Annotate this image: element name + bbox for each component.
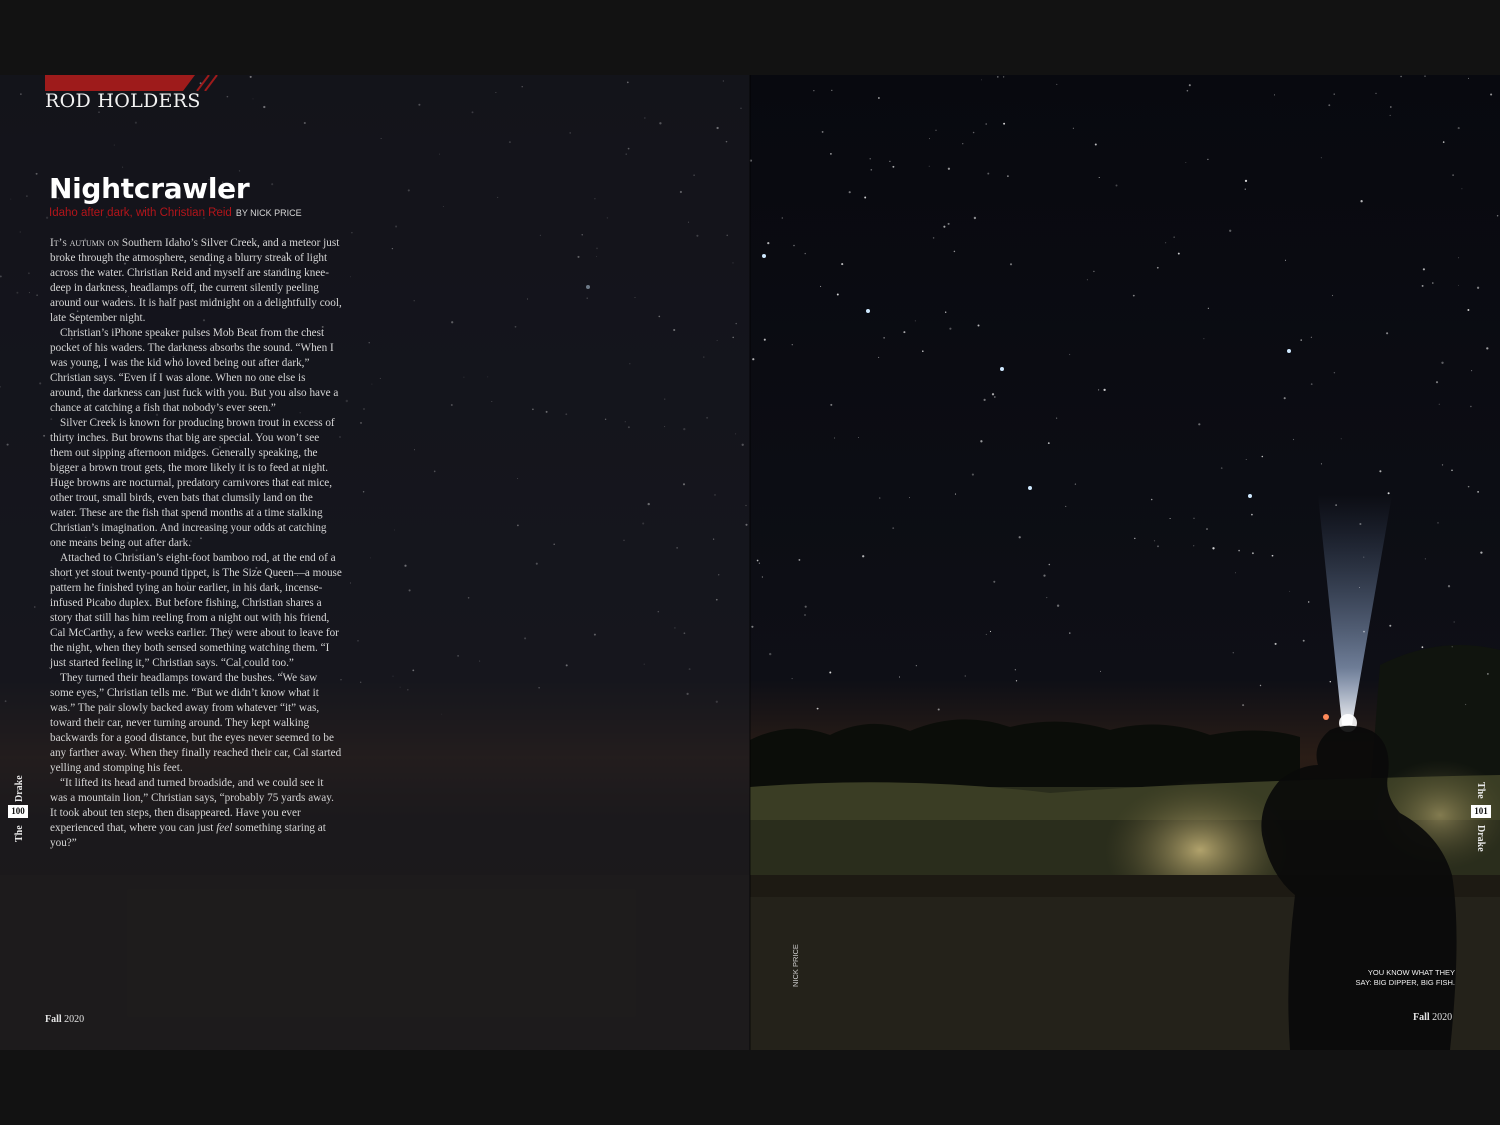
star — [1170, 518, 1171, 519]
star — [1238, 550, 1240, 552]
star — [929, 138, 930, 139]
byline: BY NICK PRICE — [235, 208, 302, 218]
star — [1363, 631, 1365, 633]
star — [1073, 128, 1074, 129]
star — [974, 217, 976, 219]
star — [1098, 389, 1099, 390]
star — [1284, 397, 1286, 399]
caption-line: YOU KNOW WHAT THEY — [1367, 968, 1455, 977]
page-number-right: 101 — [1471, 805, 1491, 818]
star — [1471, 370, 1472, 371]
star — [1193, 545, 1194, 546]
article-subtitle: Idaho after dark, with Christian Reid — [49, 207, 232, 219]
star — [817, 708, 819, 710]
star — [1194, 518, 1195, 519]
star — [1043, 575, 1045, 577]
star — [883, 337, 884, 338]
star — [1015, 669, 1016, 670]
star — [751, 626, 753, 628]
bright-star — [1248, 494, 1252, 498]
star — [793, 245, 795, 247]
star — [1189, 84, 1191, 86]
star — [1003, 76, 1004, 77]
star — [1057, 605, 1059, 607]
star — [1221, 467, 1223, 469]
star — [1461, 188, 1462, 189]
star — [769, 653, 771, 655]
star — [1487, 673, 1489, 675]
star — [935, 130, 936, 131]
star — [862, 555, 864, 557]
star — [1480, 551, 1482, 553]
star — [792, 678, 793, 679]
photo-credit: NICK PRICE — [791, 944, 800, 987]
star — [871, 169, 873, 171]
star — [990, 631, 991, 632]
star — [1157, 267, 1159, 269]
star — [822, 131, 824, 133]
magazine-spread — [0, 75, 1500, 1050]
paragraph — [50, 236, 342, 326]
star — [973, 132, 975, 134]
star — [1274, 94, 1275, 95]
star — [1477, 287, 1479, 289]
star — [864, 197, 866, 199]
star — [1379, 470, 1381, 472]
paragraph-text: Southern Idaho’s Silver Creek, and a meteor just broke through the atmosphere, sending a blurry streak of light across the water. Christian Reid and myself are standing knee-deep in darkness, headlamps off, the current silently peeling around our waders. It is half past midnight on a delightfully cool, late September night. — [50, 237, 342, 324]
star — [1468, 78, 1469, 79]
star — [987, 173, 989, 175]
article-body — [50, 236, 342, 851]
issue-year: 2020 — [64, 1014, 85, 1025]
star — [1422, 285, 1424, 287]
bright-star — [866, 309, 870, 313]
star — [948, 223, 950, 225]
star — [1134, 538, 1135, 539]
star — [1360, 200, 1362, 202]
star — [1289, 591, 1290, 592]
star — [1448, 585, 1450, 587]
star — [1359, 587, 1360, 588]
star — [1441, 362, 1443, 364]
star — [1424, 76, 1425, 77]
star — [1157, 545, 1159, 547]
paragraph-text: “It lifted its head and turned broadside, and we could see it was a mountain lion,” Christian says, “probably 75 yards away. It took about ten steps, then disappeared. Have you ever experienced that, where you can just — [50, 777, 334, 834]
star — [1477, 491, 1479, 493]
star — [899, 677, 900, 678]
paragraph: Silver Creek is known for producing brown trout in excess of thirty inches. But browns that big are special. You won’t see them out sipping afternoon midges. Generally speaking, the bigger a brown trout gets, the more likely it is to feed at night. Huge browns are nocturnal, predatory carnivores that eat mice, other trout, small birds, even bats that clumsily land on the water. These are the fish that spend months at a time stalking Christian’s imagination. And increasing your odds at catching one means being out after dark. — [50, 417, 335, 549]
folio-mag-the-right: The — [1475, 782, 1486, 799]
star — [1187, 90, 1189, 92]
star — [1452, 174, 1454, 176]
star — [1133, 295, 1135, 297]
star — [878, 97, 880, 99]
star — [1388, 492, 1390, 494]
star — [1056, 84, 1057, 85]
star — [978, 325, 980, 327]
star — [1335, 504, 1336, 505]
star — [994, 396, 996, 398]
star — [984, 399, 986, 401]
star — [870, 158, 871, 159]
star — [1300, 339, 1301, 340]
paragraph — [50, 776, 342, 851]
star — [1458, 257, 1459, 258]
caption-line: SAY: BIG DIPPER, BIG FISH. — [1355, 978, 1455, 987]
star — [1016, 680, 1017, 681]
star — [1275, 643, 1277, 645]
star — [1242, 704, 1244, 706]
star — [1423, 268, 1425, 270]
paragraph-text: something staring at you?” — [50, 822, 326, 849]
star — [981, 79, 982, 80]
star — [858, 437, 859, 438]
folio-mag-name-right: Drake — [1475, 825, 1486, 852]
star — [965, 676, 966, 677]
star — [909, 497, 910, 498]
issue-year: 2020 — [1432, 1012, 1453, 1023]
star — [1046, 597, 1047, 598]
star — [767, 242, 769, 244]
photo-caption — [1330, 968, 1455, 988]
star — [1328, 104, 1330, 106]
star — [1151, 499, 1153, 501]
star — [1439, 404, 1440, 405]
star — [820, 286, 821, 287]
star — [1229, 230, 1231, 232]
star — [915, 320, 916, 321]
star — [1178, 253, 1180, 255]
star — [841, 263, 843, 265]
star — [805, 606, 807, 608]
star — [1272, 555, 1274, 557]
star — [1093, 271, 1094, 272]
bright-star — [762, 254, 766, 258]
star — [782, 218, 783, 219]
star — [1422, 646, 1424, 648]
star — [954, 251, 956, 253]
star — [798, 559, 800, 561]
star — [1099, 177, 1100, 178]
star — [1246, 459, 1247, 460]
star — [1198, 423, 1200, 425]
star — [1389, 625, 1391, 627]
issue-season: Fall — [45, 1014, 62, 1025]
star — [1048, 442, 1050, 444]
paragraph-lead-in: It’s autumn on — [50, 237, 120, 249]
star — [1154, 540, 1155, 541]
star — [1233, 652, 1234, 653]
star — [1334, 93, 1335, 94]
star — [1116, 185, 1118, 187]
star — [1334, 372, 1335, 373]
star — [837, 294, 839, 296]
star — [830, 153, 832, 155]
star — [1341, 438, 1342, 439]
star — [1303, 640, 1305, 642]
star — [762, 577, 763, 578]
star — [1165, 242, 1166, 243]
star — [879, 497, 881, 499]
star — [993, 581, 995, 583]
star — [1251, 514, 1253, 516]
star — [949, 328, 951, 330]
star — [1010, 263, 1012, 265]
star — [1185, 162, 1186, 163]
star — [1490, 93, 1492, 95]
star — [980, 440, 982, 442]
star — [962, 143, 963, 144]
star — [1386, 332, 1388, 334]
star — [752, 358, 754, 360]
star — [1467, 309, 1469, 311]
bright-star — [1028, 486, 1032, 490]
folio-mag-the-left: The — [14, 825, 25, 842]
star — [1203, 338, 1204, 339]
star — [1332, 295, 1333, 296]
star — [903, 331, 905, 333]
paragraph-emphasis: feel — [216, 822, 233, 834]
folio-mag-name-left: Drake — [14, 775, 25, 802]
star — [1470, 406, 1471, 407]
star — [759, 563, 760, 564]
issue-season: Fall — [1413, 1012, 1430, 1023]
paragraph: Christian’s iPhone speaker pulses Mob Beat from the chest pocket of his waders. The darkness absorbs the sound. “When I was young, I was the kid who loved being out after dark,” Christian says. “Even if I was alone. When no one else is around, the darkness can just fuck with you. But you also have a chance at catching a fish that nobody’s ever seen.” — [50, 327, 339, 414]
star — [997, 76, 999, 78]
star — [1390, 115, 1391, 116]
star — [1497, 215, 1498, 216]
star — [933, 237, 935, 239]
page-gutter — [749, 75, 751, 1050]
star — [889, 161, 890, 162]
article-title: Nightcrawler — [49, 172, 250, 205]
star — [831, 90, 832, 91]
star — [929, 166, 930, 167]
star — [1468, 486, 1470, 488]
star — [916, 665, 917, 666]
star — [829, 672, 831, 674]
star — [805, 253, 806, 254]
star — [1437, 522, 1438, 523]
star — [1103, 389, 1105, 391]
star — [955, 494, 956, 495]
star — [1452, 646, 1453, 647]
star — [1308, 601, 1309, 602]
star — [1486, 347, 1488, 349]
star — [757, 560, 759, 562]
star — [1174, 237, 1175, 238]
star — [1003, 123, 1005, 125]
star — [985, 123, 987, 125]
star — [1049, 564, 1051, 566]
star — [1390, 106, 1392, 108]
article-dek — [49, 207, 302, 219]
section-label: ROD HOLDERS — [45, 90, 201, 112]
star — [1363, 557, 1364, 558]
star — [1207, 159, 1208, 160]
star — [1087, 279, 1088, 280]
star — [972, 474, 974, 476]
star — [1311, 383, 1313, 385]
star — [992, 393, 994, 395]
star — [986, 634, 987, 635]
star — [830, 404, 832, 406]
star — [1065, 506, 1066, 507]
star — [943, 226, 945, 228]
star — [892, 166, 894, 168]
star — [1235, 572, 1236, 573]
star — [1069, 354, 1070, 355]
star — [1458, 127, 1460, 129]
star — [1208, 308, 1209, 309]
star — [1260, 685, 1261, 686]
star — [1007, 175, 1009, 177]
star — [938, 708, 940, 710]
bright-star — [1000, 367, 1004, 371]
star — [834, 438, 835, 439]
star — [764, 339, 766, 341]
star — [1425, 558, 1426, 559]
section-accent-bar — [45, 75, 221, 91]
star — [945, 312, 946, 313]
star — [1458, 285, 1459, 286]
page-number-left: 100 — [8, 805, 28, 818]
star — [1400, 76, 1401, 77]
star — [1442, 464, 1443, 465]
star — [1465, 704, 1466, 705]
star — [922, 350, 924, 352]
star — [1359, 523, 1361, 525]
star — [1212, 547, 1214, 549]
star — [1262, 456, 1264, 458]
star — [1095, 143, 1097, 145]
star — [1451, 470, 1453, 472]
star — [1321, 157, 1322, 158]
star — [1454, 622, 1455, 623]
star — [948, 168, 950, 170]
star — [1293, 439, 1294, 440]
star — [792, 344, 793, 345]
bright-star — [1287, 349, 1291, 353]
star — [1075, 483, 1076, 484]
star — [1432, 282, 1434, 284]
star — [1311, 337, 1312, 338]
paragraph: They turned their headlamps toward the bushes. “We saw some eyes,” Christian tells me. “But we didn’t know what it was.” The pair slowly backed away from whatever “it” was, toward their car, never turning around. They kept walking backwards for a good distance, but the eyes never seemed to be any farther away. When they finally reached their car, Cal started yelling and stomping his feet. — [50, 672, 342, 774]
star — [849, 191, 851, 193]
star — [1321, 463, 1322, 464]
star — [1375, 93, 1376, 94]
issue-date-right — [1413, 1012, 1452, 1023]
star — [1285, 260, 1286, 261]
star — [878, 357, 879, 358]
star — [1443, 141, 1445, 143]
star — [1069, 632, 1070, 633]
star — [892, 527, 894, 529]
star — [1436, 381, 1438, 383]
star — [1245, 180, 1247, 182]
star — [1252, 552, 1254, 554]
issue-date-left — [45, 1014, 84, 1025]
star — [1019, 536, 1021, 538]
star — [804, 614, 805, 615]
star — [1245, 189, 1246, 190]
star — [1206, 528, 1208, 530]
paragraph: Attached to Christian’s eight-foot bamboo rod, at the end of a short yet stout twenty-pound tippet, is The Size Queen—a mouse pattern he finished tying an hour earlier, in his dark, incense-infused Picabo duplex. But before fishing, Christian shares a story that still has him reeling from a night out with his friend, Cal McCarthy, a few weeks earlier. They were about to leave for the night, when they both sensed something watching them. “I just started feeling it,” Christian says. “Cal could too.” — [50, 552, 342, 669]
star — [1100, 671, 1101, 672]
star — [1330, 681, 1331, 682]
star — [1056, 418, 1057, 419]
star — [813, 90, 814, 91]
